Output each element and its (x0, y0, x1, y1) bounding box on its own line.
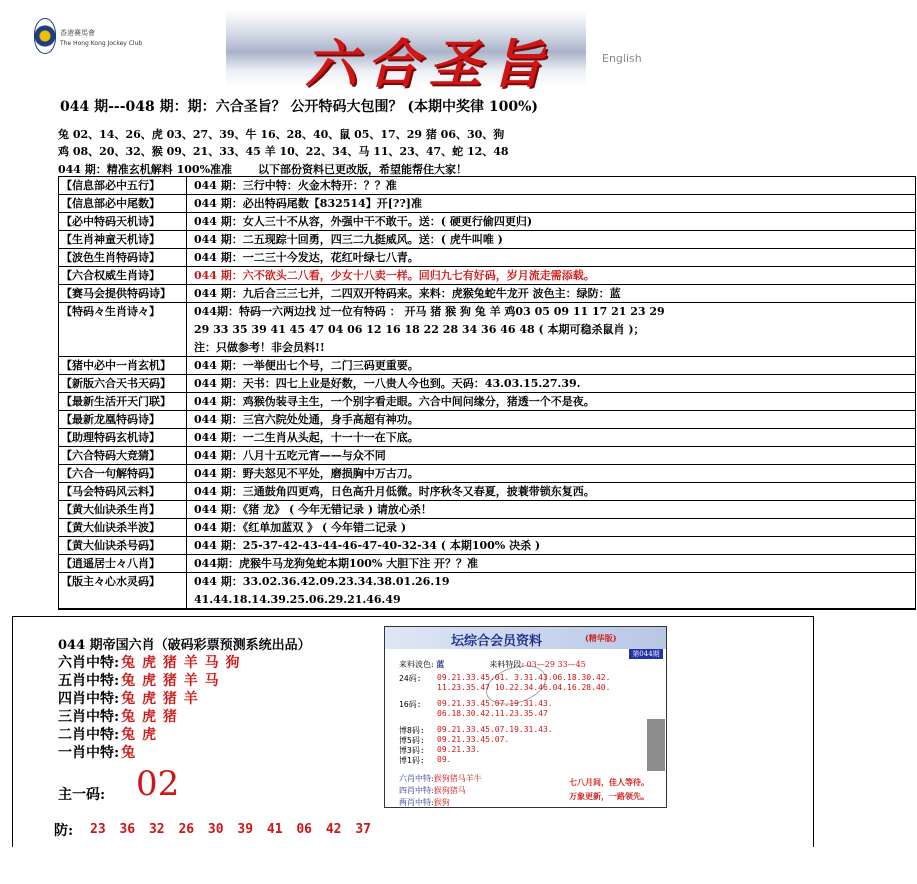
table-row (59, 573, 915, 609)
inset-line-numbers: 09.21.33.45.01. 3.31.43.06.18.30.42. (437, 673, 611, 682)
inset-footer-value: 猴狗 (433, 798, 450, 807)
row-label: 【马会特码风云料】 (59, 483, 187, 500)
row-text: 044 期：女人三十不从容，外强中干不敢干。送：( 硬更行偷四更归) (194, 215, 533, 228)
row-text: 044 期：二五现踪十回勇，四三二九挺威风。送：( 虎牛叫唯 ) (194, 233, 503, 246)
row-text: 044 期：一举便出七个号，二门三码更重要。 (194, 359, 419, 372)
inset-footer-value: 猴狗猪马 (433, 786, 466, 795)
inset-footer-label: 两肖中特: (399, 798, 434, 807)
inset-color-label: 来料波色: (399, 660, 434, 669)
row-text: 044 期：一二三十今发达，花红叶绿七八青。 (194, 251, 419, 264)
inset-line-label: 16码: (399, 700, 422, 709)
row-text: 044 期：九后合三三七并，二四双开特码来。来料：虎猴兔蛇牛龙开 波色主：绿防：蓝 (194, 287, 621, 300)
headline: 044 期---048 期：期：六合圣旨？ 公开特码大包围？ (本期中奖律 100%) (60, 99, 539, 115)
row-text: 044 期：鸡猴伪装寻主生，一个别字看走眼。六合中间问缘分，猪透一个不是夜。 (194, 395, 595, 408)
inset-line-numbers: 09.21.33.45.07. (437, 735, 510, 744)
table-row (59, 393, 915, 411)
inset-line-numbers: 09.21.33.45.07.19.31.43. (437, 725, 553, 734)
inset-line-label: 博5码: (399, 736, 425, 745)
row-text: 044 期：《猪 龙》 ( 今年无错记录 ) 请放心杀！ (194, 503, 432, 516)
row-label: 【生肖神童天机诗】 (59, 231, 187, 248)
gray-block (647, 719, 665, 771)
row-text: 044 期：三通鼓角四更鸡，日色高升月低微。时序秋冬又春夏，披蓑带锁东复西。 (194, 485, 595, 498)
table-row (59, 231, 915, 249)
inset-footer-row (399, 785, 466, 796)
row-text: 044期：特码一六两边找 过一位有特码 ： 开马 猪 猴 狗 兔 羊 鸡03 05 09 11 17 21 23 29 (194, 305, 665, 318)
zodiac-pick-row (58, 706, 178, 726)
member-data-inset (384, 626, 667, 808)
inset-footer-row (399, 773, 482, 784)
row-label: 【新版六合天书天码】 (59, 375, 187, 392)
row-label: 【黄大仙诀杀号码】 (59, 537, 187, 554)
inset-line-numbers: 09. (437, 755, 452, 764)
row-label: 【助理特码玄机诗】 (59, 429, 187, 446)
row-label: 【必中特码天机诗】 (59, 213, 187, 230)
zodiac-pick-row (58, 652, 241, 672)
row-text: 044 期：三行中特：火金木特开：？？准 (194, 179, 397, 192)
table-row (59, 213, 915, 231)
club-name-cn: 香港賽馬會 (60, 29, 95, 37)
inset-line-numbers: 09.21.33.45.07.19.31.43. (437, 699, 553, 708)
zodiac-numbers-line: 兔 02、14、26、虎 03、27、39、牛 16、28、40、鼠 05、17、29 猪 06、30、狗 (58, 128, 505, 141)
inset-line-label: 博3码: (399, 746, 425, 755)
row-label: 【特码々生肖诗々】 (59, 303, 187, 356)
row-text: 044 期：八月十五吃元宵——与众不同 (194, 449, 386, 462)
inset-special-value: 03—29 33—45 (526, 660, 586, 669)
table-row (59, 429, 915, 447)
row-text-continued: 注：只做参考！非会员料!! (194, 341, 325, 354)
main-code-value: 02 (136, 764, 180, 804)
row-label: 【黄大仙诀杀半波】 (59, 519, 187, 536)
zodiac-pick-value: 兔 虎 猪 羊 马 (121, 673, 220, 689)
row-text: 044 期：天书：四七上业是好数，一八贵人今也到。天码：43.03.15.27.39. (194, 377, 581, 390)
six-zodiac-title: 044 期帝国六肖（破码彩票预测系统出品） (58, 638, 311, 653)
row-label: 【赛马会提供特码诗】 (59, 285, 187, 302)
row-label: 【逍遥居士々八肖】 (59, 555, 187, 572)
zodiac-pick-label: 二肖中特: (58, 727, 120, 743)
inset-footer-value: 猴狗猪马羊牛 (433, 774, 482, 783)
inset-footer-label: 六肖中特: (399, 774, 434, 783)
row-label: 【最新龙凰特码诗】 (59, 411, 187, 428)
notice-line (58, 161, 467, 177)
guard-numbers: 23 36 32 26 30 39 41 06 42 37 (90, 822, 371, 837)
jockey-club-logo (34, 18, 56, 54)
prediction-table (58, 176, 916, 610)
zodiac-pick-row (58, 670, 220, 690)
table-row (59, 249, 915, 267)
table-row (59, 447, 915, 465)
table-row (59, 483, 915, 501)
row-text-continued: 41.44.18.14.39.25.06.29.21.46.49 (194, 593, 401, 606)
row-text: 044 期：必出特码尾数【832514】开[??]准 (194, 197, 423, 210)
zodiac-pick-row (58, 688, 199, 708)
row-text: 044 期：25-37-42-43-44-46-47-40-32-34 ( 本期100% 决杀 ) (194, 539, 541, 552)
row-label: 【猪中必中一肖玄机】 (59, 357, 187, 374)
zodiac-pick-value: 兔 虎 猪 羊 马 狗 (121, 655, 241, 671)
row-label: 【黄大仙诀杀生肖】 (59, 501, 187, 518)
table-row (59, 285, 915, 303)
table-row (59, 303, 915, 357)
table-row (59, 555, 915, 573)
zodiac-pick-label: 四肖中特: (58, 691, 120, 707)
zodiac-pick-row (58, 742, 136, 762)
table-row (59, 357, 915, 375)
row-label: 【信息部必中五行】 (59, 177, 187, 194)
table-row (59, 519, 915, 537)
row-label: 【六合特码大竞猜】 (59, 447, 187, 464)
inset-footer-row (399, 797, 450, 808)
inset-title: 坛综合会员资料 (451, 634, 543, 649)
english-link[interactable]: English (602, 52, 642, 65)
main-code-label: 主一码: (58, 787, 106, 803)
table-row (59, 501, 915, 519)
zodiac-pick-label: 五肖中特: (58, 673, 120, 689)
row-text: 044 期：33.02.36.42.09.23.34.38.01.26.19 (194, 575, 450, 588)
guard-label: 防: (54, 823, 74, 839)
inset-side-text: 万象更新，一路领先。 (569, 791, 649, 801)
row-label: 【版主々心水灵码】 (59, 573, 187, 608)
inset-line-numbers: 11.23.35.47 10.22.34.46.04.16.28.40. (437, 683, 611, 692)
notice-left: 044 期：精准玄机解料 100%准准 (58, 163, 233, 176)
zodiac-pick-value: 兔 虎 猪 羊 (121, 691, 199, 707)
table-row (59, 177, 915, 195)
row-label: 【波色生肖特码诗】 (59, 249, 187, 266)
row-label: 【信息部必中尾数】 (59, 195, 187, 212)
row-text: 044 期：野夫怒见不平处，磨损胸中万古刀。 (194, 467, 419, 480)
inset-color-row (399, 659, 586, 670)
zodiac-pick-row (58, 724, 157, 744)
inset-color-value: 蓝 (436, 659, 445, 669)
table-row (59, 267, 915, 285)
table-row (59, 195, 915, 213)
zodiac-pick-label: 一肖中特: (58, 745, 120, 761)
zodiac-pick-label: 六肖中特: (58, 655, 120, 671)
inset-special-label: 来料特段: (489, 660, 525, 669)
inset-issue-badge: 第044期 (629, 649, 663, 659)
zodiac-numbers-line: 鸡 08、20、32、猴 09、21、33、45 羊 10、22、34、马 11、23、47、蛇 12、48 (58, 145, 509, 158)
row-text: 044期：虎猴牛马龙狗兔蛇本期100% 大胆下注 开？？准 (194, 557, 479, 570)
inset-line-label: 博8码: (399, 726, 425, 735)
table-row (59, 465, 915, 483)
table-row (59, 411, 915, 429)
zodiac-pick-value: 兔 (121, 745, 137, 761)
zodiac-pick-label: 三肖中特: (58, 709, 120, 725)
row-text: 044 期：六不欲头二八看，少女十八卖一样。回归九七有好码，岁月流走需添载。 (194, 269, 595, 282)
inset-side-text: 七八月间，佳人等待。 (569, 777, 649, 787)
row-label: 【最新生活开天门联】 (59, 393, 187, 410)
inset-badge: (精华版) (585, 633, 617, 643)
row-text: 044 期：《红单加蓝双 》 ( 今年错二记录 ) (194, 521, 407, 534)
table-row (59, 537, 915, 555)
inset-line-label: 24码: (399, 674, 422, 683)
notice-right: 以下部份资料已更改版，希望能帮住大家！ (258, 163, 468, 176)
inset-footer-label: 四肖中特: (399, 786, 434, 795)
row-text: 044 期：三宫六院处处通，身手高超有神功。 (194, 413, 419, 426)
site-title: 六合圣旨 (305, 34, 554, 95)
zodiac-pick-value: 兔 虎 猪 (121, 709, 178, 725)
row-label: 【六合一句解特码】 (59, 465, 187, 482)
inset-line-numbers: 09.21.33. (437, 745, 481, 754)
table-row (59, 375, 915, 393)
inset-line-numbers: 06.18.30.42.11.23.35.47 (437, 709, 548, 718)
row-text-continued: 29 33 35 39 41 45 47 04 06 12 16 18 22 28 34 36 46 48 ( 本期可稳杀鼠肖 )； (194, 323, 645, 336)
inset-line-label: 博1码: (399, 756, 425, 765)
club-name-en: The Hong Kong Jockey Club (60, 40, 143, 47)
zodiac-pick-value: 兔 虎 (121, 727, 158, 743)
row-text: 044 期：一二生肖从头起，十一十一在下底。 (194, 431, 419, 444)
row-label: 【六合权威生肖诗】 (59, 267, 187, 284)
